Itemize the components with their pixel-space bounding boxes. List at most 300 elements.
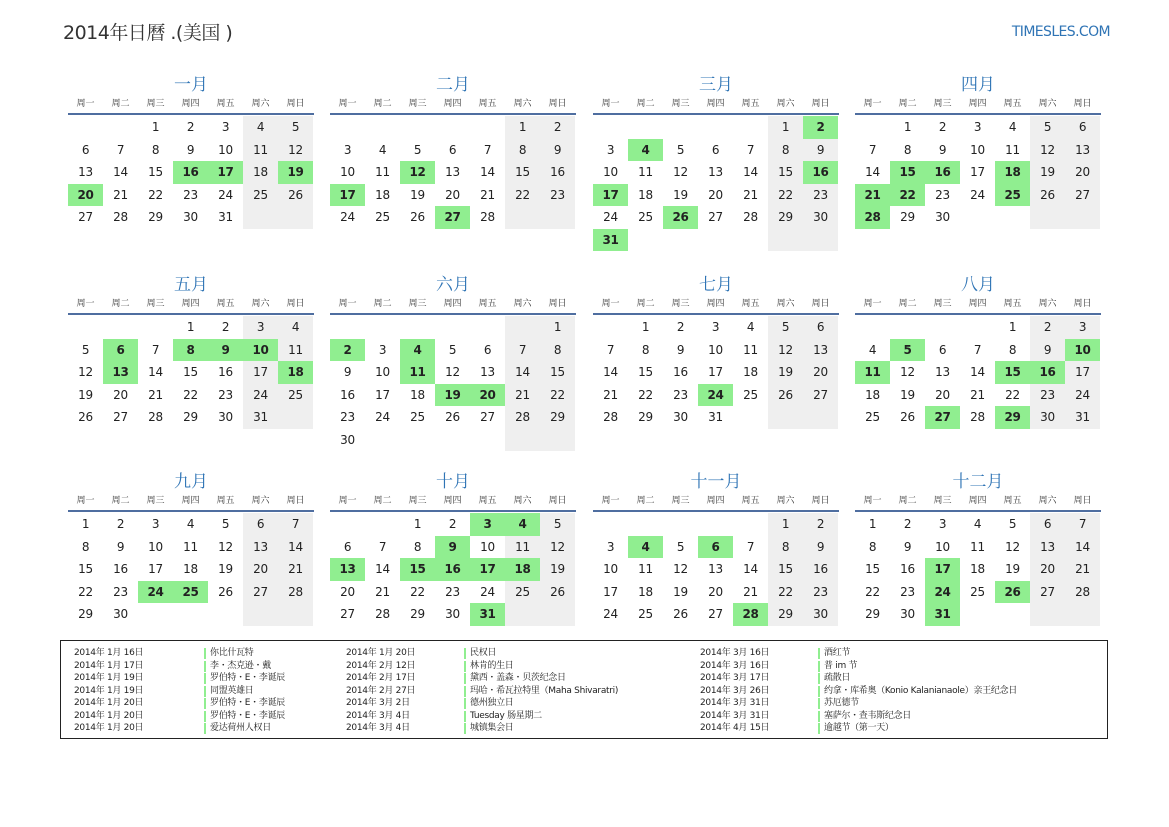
day-cell[interactable]: 13	[935, 365, 950, 379]
holiday-day-cell[interactable]: 17	[593, 184, 628, 207]
day-cell[interactable]: 14	[603, 365, 618, 379]
day-cell[interactable]: 27	[1030, 581, 1065, 604]
day-cell[interactable]: 16	[540, 161, 575, 184]
day-cell[interactable]: 13	[1030, 536, 1065, 559]
holiday-day-cell[interactable]: 25	[995, 184, 1030, 207]
day-cell[interactable]: 10	[480, 539, 495, 554]
day-cell[interactable]: 6	[803, 316, 838, 339]
day-cell[interactable]: 29	[865, 607, 880, 621]
day-cell[interactable]: 5	[676, 142, 685, 157]
day-cell[interactable]: 13	[1065, 139, 1100, 162]
day-cell[interactable]: 11	[970, 539, 985, 554]
day-cell[interactable]: 20	[1030, 558, 1065, 581]
day-cell[interactable]: 10	[340, 165, 355, 179]
day-cell[interactable]: 22	[768, 184, 803, 207]
day-cell[interactable]: 28	[743, 210, 758, 224]
holiday-day-cell[interactable]: 10	[243, 339, 278, 362]
day-cell[interactable]: 11	[278, 339, 313, 362]
day-cell[interactable]: 7	[505, 339, 540, 362]
day-cell[interactable]: 1	[186, 320, 195, 334]
day-cell[interactable]: 24	[480, 584, 495, 599]
day-cell[interactable]: 8	[81, 539, 90, 554]
day-cell[interactable]: 6	[938, 342, 947, 357]
day-cell[interactable]: 3	[221, 120, 230, 134]
day-cell[interactable]: 14	[375, 562, 390, 576]
holiday-day-cell[interactable]: 13	[330, 558, 365, 581]
day-cell[interactable]: 3	[606, 539, 615, 554]
day-cell[interactable]: 26	[445, 410, 460, 424]
day-cell[interactable]: 9	[343, 365, 352, 379]
day-cell[interactable]: 29	[768, 206, 803, 229]
day-cell[interactable]: 10	[970, 142, 985, 157]
day-cell[interactable]: 9	[803, 536, 838, 559]
day-cell[interactable]: 15	[183, 365, 198, 379]
day-cell[interactable]: 8	[151, 142, 160, 157]
day-cell[interactable]: 1	[81, 517, 90, 531]
holiday-day-cell[interactable]: 9	[208, 339, 243, 362]
holiday-day-cell[interactable]: 20	[68, 184, 103, 207]
day-cell[interactable]: 30	[183, 210, 198, 224]
holiday-day-cell[interactable]: 16	[435, 558, 470, 581]
day-cell[interactable]: 12	[1030, 139, 1065, 162]
day-cell[interactable]: 18	[638, 584, 653, 599]
day-cell[interactable]: 25	[505, 581, 540, 604]
day-cell[interactable]: 15	[768, 558, 803, 581]
day-cell[interactable]: 11	[743, 342, 758, 357]
day-cell[interactable]: 11	[505, 536, 540, 559]
holiday-day-cell[interactable]: 26	[995, 581, 1030, 604]
day-cell[interactable]: 28	[480, 210, 495, 224]
day-cell[interactable]: 30	[445, 607, 460, 621]
day-cell[interactable]: 11	[243, 139, 278, 162]
day-cell[interactable]: 9	[676, 342, 685, 357]
day-cell[interactable]: 26	[78, 410, 93, 424]
day-cell[interactable]: 6	[1065, 116, 1100, 139]
day-cell[interactable]: 15	[865, 562, 880, 576]
holiday-day-cell[interactable]: 17	[208, 161, 243, 184]
day-cell[interactable]: 15	[78, 562, 93, 576]
holiday-day-cell[interactable]: 31	[470, 603, 505, 626]
day-cell[interactable]: 31	[243, 406, 278, 429]
day-cell[interactable]: 27	[708, 607, 723, 621]
day-cell[interactable]: 23	[540, 184, 575, 207]
day-cell[interactable]: 4	[278, 316, 313, 339]
day-cell[interactable]: 4	[243, 116, 278, 139]
day-cell[interactable]: 29	[768, 603, 803, 626]
day-cell[interactable]: 18	[375, 187, 390, 202]
holiday-day-cell[interactable]: 6	[103, 339, 138, 362]
day-cell[interactable]: 8	[903, 142, 912, 157]
day-cell[interactable]: 18	[865, 387, 880, 402]
holiday-day-cell[interactable]: 9	[435, 536, 470, 559]
day-cell[interactable]: 30	[1030, 406, 1065, 429]
day-cell[interactable]: 1	[151, 120, 160, 134]
day-cell[interactable]: 19	[900, 387, 915, 402]
day-cell[interactable]: 8	[413, 539, 422, 554]
day-cell[interactable]: 23	[673, 387, 688, 402]
holiday-day-cell[interactable]: 18	[995, 161, 1030, 184]
day-cell[interactable]: 19	[768, 361, 803, 384]
day-cell[interactable]: 27	[243, 581, 278, 604]
day-cell[interactable]: 22	[865, 584, 880, 599]
day-cell[interactable]: 23	[183, 187, 198, 202]
day-cell[interactable]: 21	[375, 584, 390, 599]
day-cell[interactable]: 14	[743, 562, 758, 576]
day-cell[interactable]: 14	[505, 361, 540, 384]
day-cell[interactable]: 22	[505, 184, 540, 207]
day-cell[interactable]: 14	[480, 165, 495, 179]
day-cell[interactable]: 10	[708, 342, 723, 357]
day-cell[interactable]: 28	[603, 410, 618, 424]
day-cell[interactable]: 15	[768, 161, 803, 184]
day-cell[interactable]: 16	[803, 558, 838, 581]
day-cell[interactable]: 27	[480, 410, 495, 424]
day-cell[interactable]: 26	[540, 581, 575, 604]
day-cell[interactable]: 6	[243, 513, 278, 536]
holiday-day-cell[interactable]: 28	[733, 603, 768, 626]
holiday-day-cell[interactable]: 31	[593, 229, 628, 252]
day-cell[interactable]: 2	[186, 120, 195, 134]
day-cell[interactable]: 2	[116, 517, 125, 531]
holiday-day-cell[interactable]: 8	[173, 339, 208, 362]
holiday-day-cell[interactable]: 17	[330, 184, 365, 207]
day-cell[interactable]: 8	[868, 539, 877, 554]
day-cell[interactable]: 14	[970, 365, 985, 379]
holiday-day-cell[interactable]: 2	[803, 116, 838, 139]
day-cell[interactable]: 25	[410, 410, 425, 424]
day-cell[interactable]: 10	[218, 142, 233, 157]
day-cell[interactable]: 28	[375, 607, 390, 621]
day-cell[interactable]: 30	[113, 607, 128, 621]
day-cell[interactable]: 19	[410, 187, 425, 202]
day-cell[interactable]: 22	[1005, 387, 1020, 402]
day-cell[interactable]: 30	[340, 432, 355, 447]
day-cell[interactable]: 4	[746, 320, 755, 334]
day-cell[interactable]: 6	[448, 142, 457, 157]
holiday-day-cell[interactable]: 16	[925, 161, 960, 184]
day-cell[interactable]: 23	[340, 410, 355, 424]
holiday-day-cell[interactable]: 28	[855, 206, 890, 229]
holiday-day-cell[interactable]: 10	[1065, 339, 1100, 362]
holiday-day-cell[interactable]: 15	[400, 558, 435, 581]
holiday-day-cell[interactable]: 19	[278, 161, 313, 184]
day-cell[interactable]: 3	[938, 517, 947, 531]
day-cell[interactable]: 10	[603, 165, 618, 179]
day-cell[interactable]: 5	[540, 513, 575, 536]
day-cell[interactable]: 20	[243, 558, 278, 581]
day-cell[interactable]: 9	[116, 539, 125, 554]
day-cell[interactable]: 20	[340, 584, 355, 599]
day-cell[interactable]: 4	[973, 517, 982, 531]
day-cell[interactable]: 7	[606, 342, 615, 357]
day-cell[interactable]: 25	[243, 184, 278, 207]
holiday-day-cell[interactable]: 24	[138, 581, 173, 604]
day-cell[interactable]: 25	[278, 384, 313, 407]
holiday-day-cell[interactable]: 4	[505, 513, 540, 536]
day-cell[interactable]: 22	[638, 387, 653, 402]
day-cell[interactable]: 12	[768, 339, 803, 362]
day-cell[interactable]: 4	[1008, 120, 1017, 134]
day-cell[interactable]: 12	[1005, 539, 1020, 554]
day-cell[interactable]: 17	[1065, 361, 1100, 384]
day-cell[interactable]: 22	[768, 581, 803, 604]
day-cell[interactable]: 30	[900, 607, 915, 621]
day-cell[interactable]: 18	[243, 161, 278, 184]
day-cell[interactable]: 3	[606, 142, 615, 157]
holiday-day-cell[interactable]: 16	[803, 161, 838, 184]
day-cell[interactable]: 21	[743, 584, 758, 599]
day-cell[interactable]: 20	[1065, 161, 1100, 184]
day-cell[interactable]: 5	[278, 116, 313, 139]
day-cell[interactable]: 1	[768, 513, 803, 536]
day-cell[interactable]: 10	[375, 365, 390, 379]
day-cell[interactable]: 7	[483, 142, 492, 157]
brand-link[interactable]: TIMESLES.COM	[1011, 24, 1110, 40]
day-cell[interactable]: 19	[78, 387, 93, 402]
day-cell[interactable]: 1	[413, 517, 422, 531]
day-cell[interactable]: 28	[970, 410, 985, 424]
day-cell[interactable]: 7	[746, 142, 755, 157]
day-cell[interactable]: 5	[413, 142, 422, 157]
day-cell[interactable]: 1	[641, 320, 650, 334]
day-cell[interactable]: 12	[900, 365, 915, 379]
holiday-day-cell[interactable]: 26	[663, 206, 698, 229]
day-cell[interactable]: 24	[603, 607, 618, 621]
day-cell[interactable]: 14	[743, 165, 758, 179]
day-cell[interactable]: 7	[746, 539, 755, 554]
day-cell[interactable]: 13	[480, 365, 495, 379]
day-cell[interactable]: 12	[445, 365, 460, 379]
day-cell[interactable]: 23	[445, 584, 460, 599]
holiday-day-cell[interactable]: 18	[505, 558, 540, 581]
day-cell[interactable]: 20	[113, 387, 128, 402]
day-cell[interactable]: 7	[278, 513, 313, 536]
day-cell[interactable]: 17	[148, 562, 163, 576]
day-cell[interactable]: 26	[278, 184, 313, 207]
day-cell[interactable]: 23	[113, 584, 128, 599]
holiday-day-cell[interactable]: 22	[890, 184, 925, 207]
day-cell[interactable]: 17	[375, 387, 390, 402]
day-cell[interactable]: 10	[603, 562, 618, 576]
holiday-day-cell[interactable]: 15	[995, 361, 1030, 384]
day-cell[interactable]: 21	[743, 187, 758, 202]
holiday-day-cell[interactable]: 6	[698, 536, 733, 559]
day-cell[interactable]: 3	[378, 342, 387, 357]
holiday-day-cell[interactable]: 4	[400, 339, 435, 362]
day-cell[interactable]: 5	[1008, 517, 1017, 531]
day-cell[interactable]: 5	[221, 517, 230, 531]
holiday-day-cell[interactable]: 27	[435, 206, 470, 229]
holiday-day-cell[interactable]: 13	[103, 361, 138, 384]
day-cell[interactable]: 21	[1065, 558, 1100, 581]
day-cell[interactable]: 18	[970, 562, 985, 576]
day-cell[interactable]: 21	[148, 387, 163, 402]
day-cell[interactable]: 30	[935, 210, 950, 224]
day-cell[interactable]: 2	[540, 116, 575, 139]
day-cell[interactable]: 1	[540, 316, 575, 339]
day-cell[interactable]: 1	[505, 116, 540, 139]
day-cell[interactable]: 6	[483, 342, 492, 357]
day-cell[interactable]: 27	[113, 410, 128, 424]
holiday-day-cell[interactable]: 24	[698, 384, 733, 407]
day-cell[interactable]: 5	[1030, 116, 1065, 139]
day-cell[interactable]: 5	[448, 342, 457, 357]
day-cell[interactable]: 17	[708, 365, 723, 379]
day-cell[interactable]: 12	[673, 165, 688, 179]
day-cell[interactable]: 9	[1030, 339, 1065, 362]
holiday-day-cell[interactable]: 20	[470, 384, 505, 407]
day-cell[interactable]: 27	[708, 210, 723, 224]
day-cell[interactable]: 19	[673, 187, 688, 202]
day-cell[interactable]: 2	[1030, 316, 1065, 339]
day-cell[interactable]: 18	[183, 562, 198, 576]
day-cell[interactable]: 29	[148, 210, 163, 224]
day-cell[interactable]: 21	[505, 384, 540, 407]
day-cell[interactable]: 16	[218, 365, 233, 379]
day-cell[interactable]: 21	[113, 187, 128, 202]
day-cell[interactable]: 26	[900, 410, 915, 424]
day-cell[interactable]: 10	[148, 539, 163, 554]
day-cell[interactable]: 16	[673, 365, 688, 379]
day-cell[interactable]: 1	[868, 517, 877, 531]
day-cell[interactable]: 25	[865, 410, 880, 424]
holiday-day-cell[interactable]: 2	[330, 339, 365, 362]
day-cell[interactable]: 11	[638, 165, 653, 179]
day-cell[interactable]: 3	[973, 120, 982, 134]
day-cell[interactable]: 22	[148, 187, 163, 202]
day-cell[interactable]: 7	[378, 539, 387, 554]
day-cell[interactable]: 29	[540, 406, 575, 429]
day-cell[interactable]: 19	[540, 558, 575, 581]
holiday-day-cell[interactable]: 24	[925, 581, 960, 604]
day-cell[interactable]: 6	[343, 539, 352, 554]
day-cell[interactable]: 11	[1005, 142, 1020, 157]
day-cell[interactable]: 30	[673, 410, 688, 424]
day-cell[interactable]: 30	[803, 603, 838, 626]
day-cell[interactable]: 30	[803, 206, 838, 229]
day-cell[interactable]: 23	[803, 184, 838, 207]
day-cell[interactable]: 19	[1005, 562, 1020, 576]
day-cell[interactable]: 9	[540, 139, 575, 162]
day-cell[interactable]: 3	[1065, 316, 1100, 339]
day-cell[interactable]: 13	[803, 339, 838, 362]
day-cell[interactable]: 2	[676, 320, 685, 334]
day-cell[interactable]: 7	[868, 142, 877, 157]
day-cell[interactable]: 13	[445, 165, 460, 179]
day-cell[interactable]: 27	[1065, 184, 1100, 207]
day-cell[interactable]: 2	[221, 320, 230, 334]
day-cell[interactable]: 28	[505, 406, 540, 429]
day-cell[interactable]: 31	[218, 210, 233, 224]
day-cell[interactable]: 2	[903, 517, 912, 531]
day-cell[interactable]: 15	[638, 365, 653, 379]
holiday-day-cell[interactable]: 25	[173, 581, 208, 604]
day-cell[interactable]: 6	[711, 142, 720, 157]
day-cell[interactable]: 2	[938, 120, 947, 134]
day-cell[interactable]: 14	[1065, 536, 1100, 559]
holiday-day-cell[interactable]: 12	[400, 161, 435, 184]
day-cell[interactable]: 9	[903, 539, 912, 554]
day-cell[interactable]: 25	[970, 584, 985, 599]
day-cell[interactable]: 7	[151, 342, 160, 357]
day-cell[interactable]: 19	[673, 584, 688, 599]
day-cell[interactable]: 12	[278, 139, 313, 162]
day-cell[interactable]: 3	[711, 320, 720, 334]
day-cell[interactable]: 7	[1065, 513, 1100, 536]
day-cell[interactable]: 3	[151, 517, 160, 531]
day-cell[interactable]: 8	[505, 139, 540, 162]
day-cell[interactable]: 26	[768, 384, 803, 407]
day-cell[interactable]: 9	[186, 142, 195, 157]
day-cell[interactable]: 26	[410, 210, 425, 224]
day-cell[interactable]: 9	[803, 139, 838, 162]
day-cell[interactable]: 24	[970, 187, 985, 202]
day-cell[interactable]: 18	[743, 365, 758, 379]
day-cell[interactable]: 23	[900, 584, 915, 599]
day-cell[interactable]: 24	[243, 384, 278, 407]
day-cell[interactable]: 1	[903, 120, 912, 134]
day-cell[interactable]: 13	[78, 165, 93, 179]
day-cell[interactable]: 24	[340, 210, 355, 224]
day-cell[interactable]: 11	[638, 562, 653, 576]
day-cell[interactable]: 31	[1065, 406, 1100, 429]
day-cell[interactable]: 27	[340, 607, 355, 621]
holiday-day-cell[interactable]: 11	[855, 361, 890, 384]
day-cell[interactable]: 29	[638, 410, 653, 424]
day-cell[interactable]: 6	[1030, 513, 1065, 536]
day-cell[interactable]: 1	[768, 116, 803, 139]
day-cell[interactable]: 11	[183, 539, 198, 554]
holiday-day-cell[interactable]: 31	[925, 603, 960, 626]
day-cell[interactable]: 2	[803, 513, 838, 536]
day-cell[interactable]: 16	[340, 387, 355, 402]
day-cell[interactable]: 13	[243, 536, 278, 559]
day-cell[interactable]: 23	[1030, 384, 1065, 407]
day-cell[interactable]: 23	[803, 581, 838, 604]
day-cell[interactable]: 29	[410, 607, 425, 621]
day-cell[interactable]: 11	[375, 165, 390, 179]
day-cell[interactable]: 14	[278, 536, 313, 559]
day-cell[interactable]: 22	[410, 584, 425, 599]
day-cell[interactable]: 27	[78, 210, 93, 224]
day-cell[interactable]: 2	[448, 517, 457, 531]
day-cell[interactable]: 18	[638, 187, 653, 202]
day-cell[interactable]: 5	[81, 342, 90, 357]
day-cell[interactable]: 1	[1008, 320, 1017, 334]
day-cell[interactable]: 17	[603, 584, 618, 599]
day-cell[interactable]: 4	[868, 342, 877, 357]
day-cell[interactable]: 16	[113, 562, 128, 576]
holiday-day-cell[interactable]: 16	[1030, 361, 1065, 384]
day-cell[interactable]: 24	[375, 410, 390, 424]
day-cell[interactable]: 8	[540, 339, 575, 362]
day-cell[interactable]: 15	[505, 161, 540, 184]
holiday-day-cell[interactable]: 11	[400, 361, 435, 384]
day-cell[interactable]: 3	[343, 142, 352, 157]
day-cell[interactable]: 17	[243, 361, 278, 384]
day-cell[interactable]: 12	[78, 365, 93, 379]
day-cell[interactable]: 25	[638, 210, 653, 224]
day-cell[interactable]: 5	[676, 539, 685, 554]
day-cell[interactable]: 6	[81, 142, 90, 157]
day-cell[interactable]: 8	[1008, 342, 1017, 357]
day-cell[interactable]: 20	[708, 187, 723, 202]
day-cell[interactable]: 15	[148, 165, 163, 179]
day-cell[interactable]: 20	[803, 361, 838, 384]
holiday-day-cell[interactable]: 19	[435, 384, 470, 407]
day-cell[interactable]: 8	[768, 536, 803, 559]
day-cell[interactable]: 21	[603, 387, 618, 402]
